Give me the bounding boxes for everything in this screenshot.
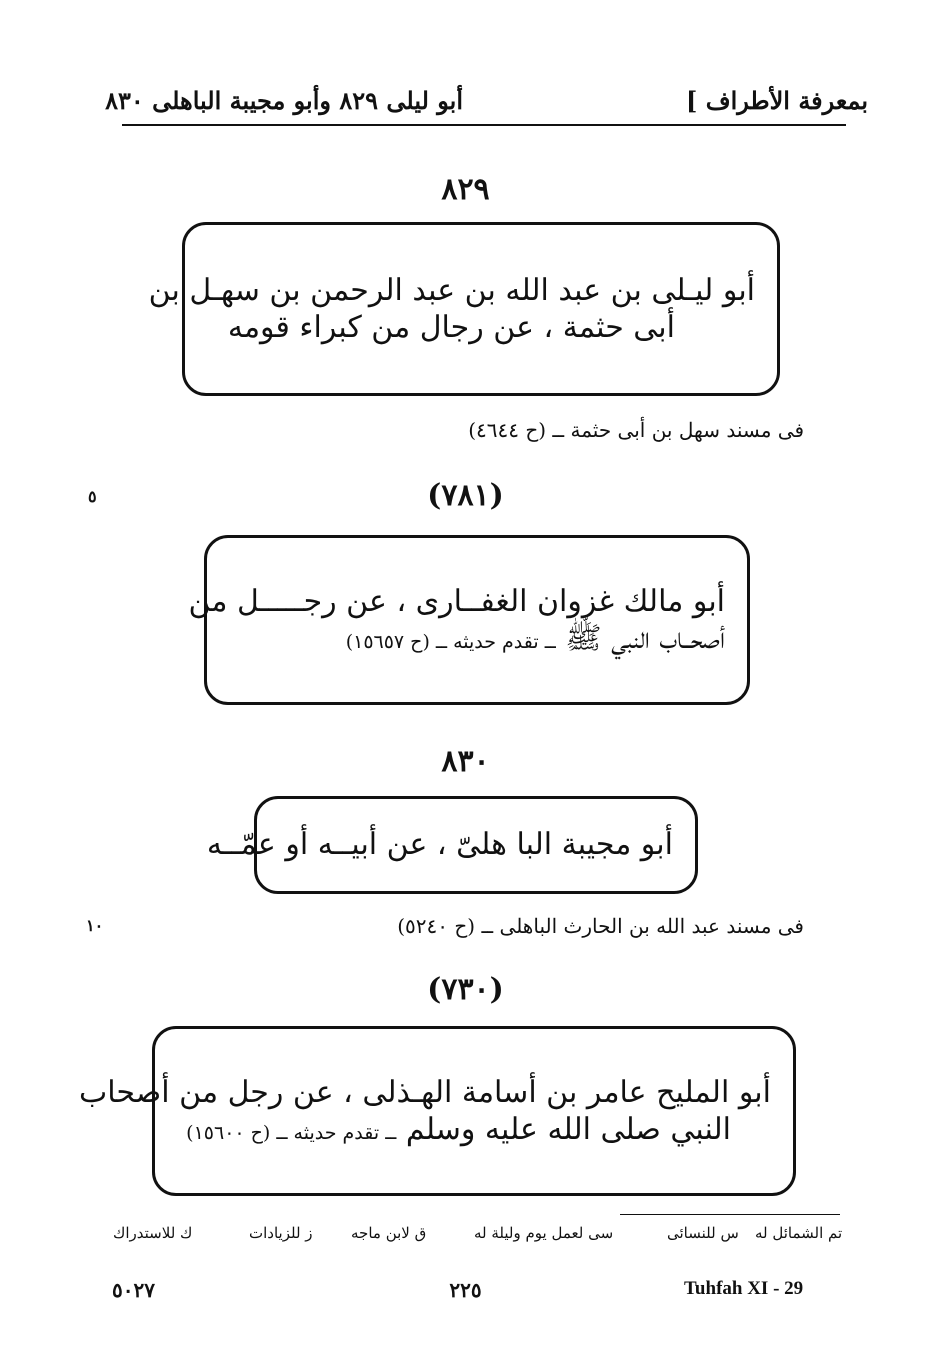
header-book-title: بمعرفة الأطراف ] xyxy=(686,86,869,115)
entry-number-830: ٨٣٠ xyxy=(441,744,490,779)
margin-line-number: ١٠ xyxy=(86,916,104,935)
entry-line-note: ــ تقدم حديثه ــ (ح ١٥٦٥٧) xyxy=(345,631,556,653)
entry-line-note: ــ تقدم حديثه ــ (ح ١٥٦٠٠) xyxy=(186,1122,397,1144)
entry-line-main: النبي صلى الله عليه وسلم xyxy=(405,1112,731,1147)
entry-line xyxy=(177,1111,771,1149)
entry-line: أبو ليـلى بن عبد الله بن عبد الرحمن بن سهـل بن xyxy=(148,272,755,308)
entry-box-781 xyxy=(188,535,750,705)
entry-box-829 xyxy=(148,222,780,396)
footer-serial-number: ٥٠٢٧ xyxy=(112,1278,155,1302)
entry-line: أبو مجيبة البا هلىّ ، عن أبيــه أو عمّــه xyxy=(206,827,673,863)
header-rule xyxy=(122,124,846,126)
footnote-abbreviation: ك للاستدراك xyxy=(113,1224,193,1242)
entry-line: أبو المليح عامر بن أسامة الهـذلى ، عن رجل من أصحاب xyxy=(79,1074,771,1110)
entry-box-730 xyxy=(79,1026,796,1196)
footer-page-number: ٢٢٥ xyxy=(449,1278,482,1302)
reference-line: فى مسند عبد الله بن الحارث الباهلى ــ (ح ٥٢٤٠) xyxy=(397,914,804,938)
margin-line-number: ٥ xyxy=(88,487,97,506)
entry-line: أبو مالك غزوان الغفــارى ، عن رجـــــل من xyxy=(188,583,725,619)
footnote-rule xyxy=(620,1214,840,1215)
footnote-abbreviation: ق لابن ماجه xyxy=(351,1224,427,1242)
entry-line: أبى حثمة ، عن رجال من كبراء قومه xyxy=(227,310,675,345)
entry-number-730: (٧٣٠) xyxy=(427,972,504,1007)
header-running-title: أبو ليلى ٨٢٩ وأبو مجيبة الباهلى ٨٣٠ xyxy=(105,86,463,115)
footer-volume-label: Tuhfah XI - 29 xyxy=(684,1278,804,1299)
footnote-abbreviation: س للنسائى xyxy=(667,1224,739,1242)
entry-box-830 xyxy=(206,796,698,894)
entry-line xyxy=(229,620,725,658)
entry-number-829: ٨٢٩ xyxy=(441,172,490,207)
footnote-abbreviation: ز للزيادات xyxy=(249,1224,313,1242)
reference-line: فى مسند سهل بن أبى حثمة ــ (ح ٤٦٤٤) xyxy=(468,418,804,442)
entry-line-main: أصحــاب النبي ﷺ xyxy=(565,621,725,656)
footnote-abbreviation: تم الشمائل له xyxy=(755,1224,843,1242)
footnote-abbreviation: سى لعمل يوم وليلة له xyxy=(474,1224,614,1242)
entry-number-781: (٧٨١) xyxy=(427,478,504,513)
